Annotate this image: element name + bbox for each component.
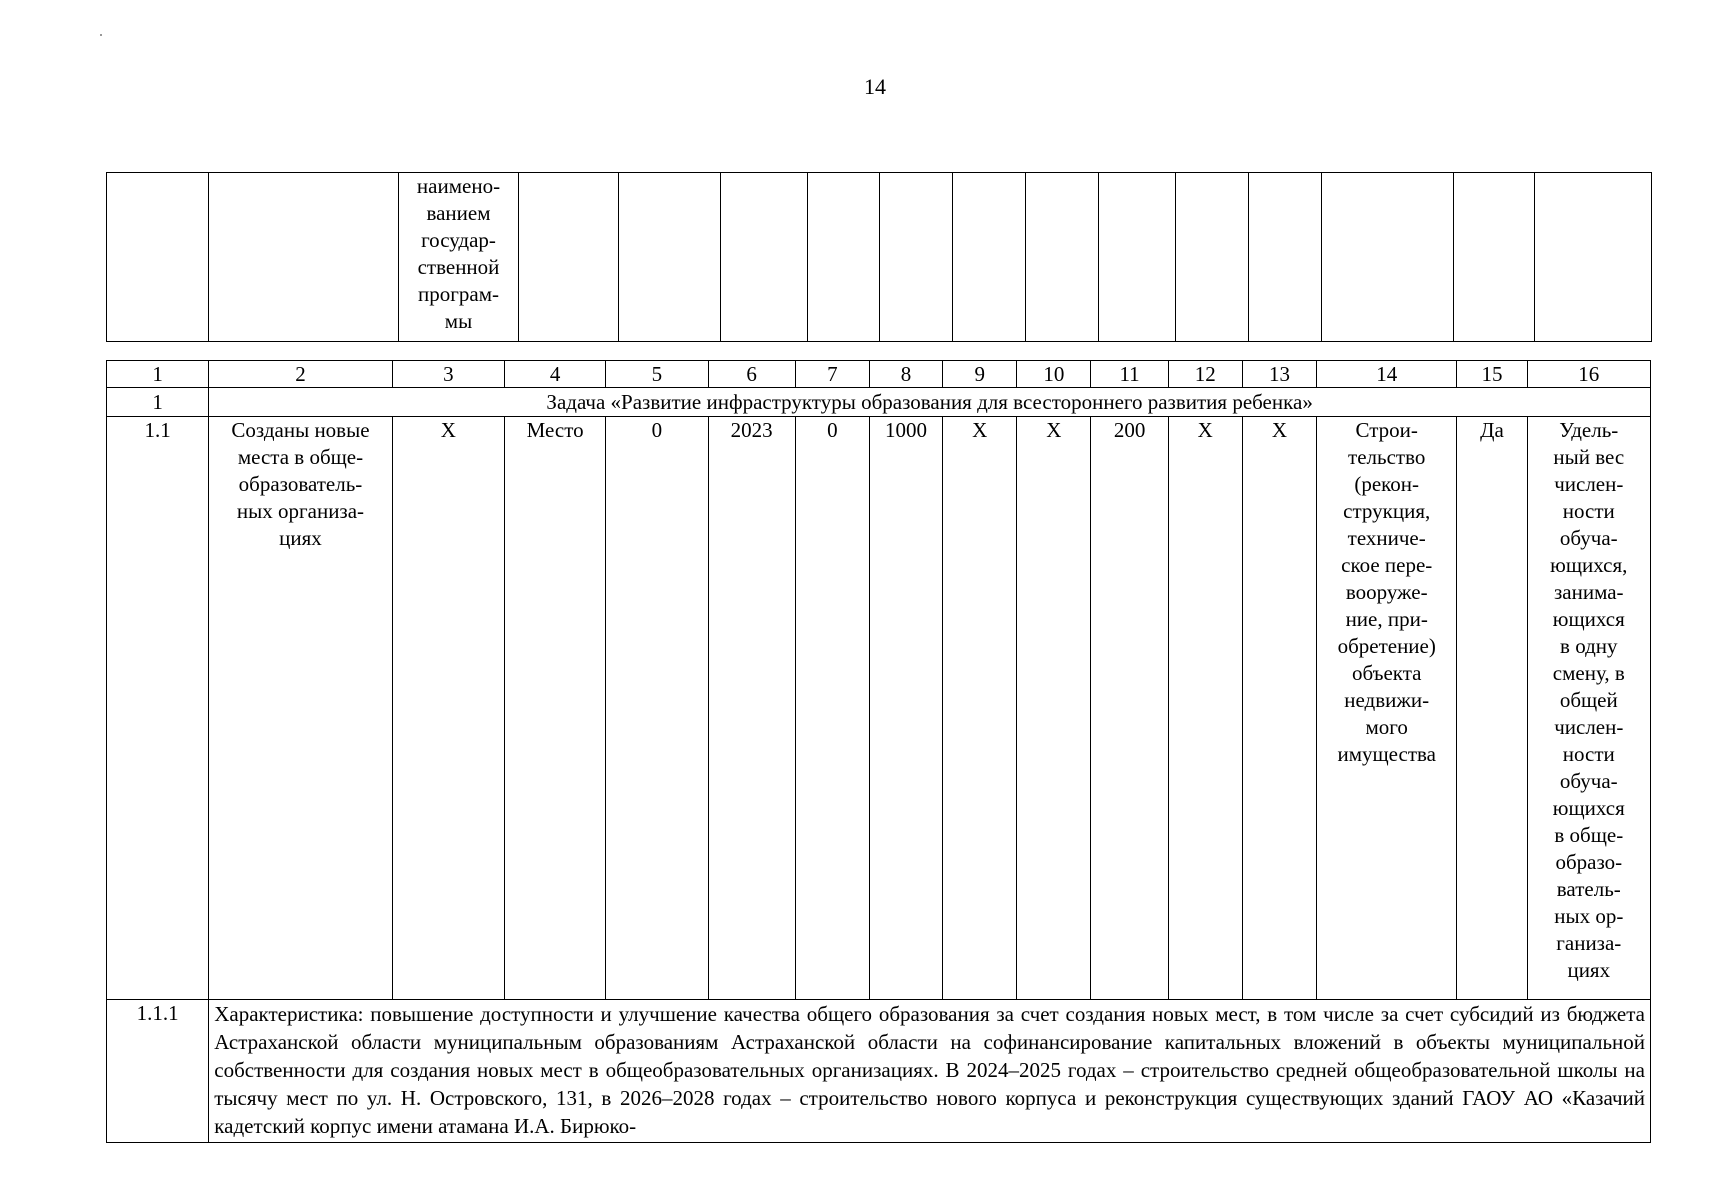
scan-speck	[100, 34, 102, 36]
cell-line: числен-	[1554, 472, 1624, 496]
cell-col12: X	[1168, 417, 1242, 1000]
cell-line: в обще-	[1554, 823, 1624, 847]
header-cell-8	[880, 173, 953, 342]
cell-line: струкция,	[1343, 499, 1431, 523]
cell-line: ганиза-	[1556, 931, 1622, 955]
column-number: 6	[708, 361, 795, 388]
cell-line: тельство	[1348, 445, 1426, 469]
cell-line: ватель-	[1556, 877, 1621, 901]
cell-line: образо-	[1555, 850, 1623, 874]
cell-line: циях	[1567, 958, 1611, 982]
characteristic-number: 1.1.1	[107, 1000, 209, 1143]
column-number: 7	[795, 361, 869, 388]
cell-unit: Место	[505, 417, 606, 1000]
header-cell-3	[399, 173, 519, 342]
cell-col11: 200	[1091, 417, 1168, 1000]
cell-col8: 1000	[869, 417, 942, 1000]
cell-line: Удель-	[1559, 418, 1619, 442]
characteristic-text: Характеристика: повышение доступности и улучшение качества общего образования за счет создания новых мест, в том числе за счет субсидий из бюджета Астраханской области муниципальным образованиям Астраханской области на софинансирование капитальных вложений в объекты муниципальной собственности для создания новых мест в общеобразовательных организациях. В 2024–2025 годах – строительство средней общеобразовательной школы на тысячу мест по ул. Н. Островского, 131, в 2026–2028 годах – строительство нового корпуса и реконструкция существующих зданий ГАОУ АО «Казачий кадетский корпус имени атамана И.А. Бирюко-	[209, 1000, 1651, 1143]
header-cell-15	[1454, 173, 1535, 342]
header-line: ванием	[426, 201, 491, 225]
cell-line: общей	[1559, 688, 1618, 712]
indicator-name-line: Созданы новые	[231, 418, 370, 442]
cell-col15: Да	[1457, 417, 1527, 1000]
cell-line: вооруже-	[1345, 580, 1428, 604]
cell-line: числен-	[1554, 715, 1624, 739]
column-number: 11	[1091, 361, 1168, 388]
indicator-name-line: ных организа-	[236, 499, 365, 523]
indicator-name-line: образователь-	[238, 472, 363, 496]
cell-line: занима-	[1554, 580, 1624, 604]
column-number: 12	[1168, 361, 1242, 388]
header-line: програм-	[418, 282, 499, 306]
header-cell-13	[1249, 173, 1322, 342]
header-continuation-table	[106, 172, 1652, 342]
header-cell-2	[209, 173, 399, 342]
column-number: 14	[1317, 361, 1457, 388]
column-number: 10	[1017, 361, 1091, 388]
cell-col3: X	[392, 417, 504, 1000]
cell-line: в одну	[1560, 634, 1618, 658]
header-cell-5	[619, 173, 721, 342]
header-cell-14	[1322, 173, 1454, 342]
column-number: 13	[1242, 361, 1316, 388]
indicator-number: 1.1	[107, 417, 209, 1000]
cell-line: мого	[1365, 715, 1408, 739]
cell-line: ющихся	[1552, 796, 1625, 820]
header-cell-1	[107, 173, 209, 342]
header-cell-11	[1099, 173, 1176, 342]
cell-line: обуча-	[1559, 526, 1618, 550]
column-number: 4	[505, 361, 606, 388]
task-number: 1	[107, 388, 209, 417]
header-line: мы	[444, 309, 473, 333]
indicator-name-line: циях	[279, 526, 322, 550]
header-line: государ-	[421, 228, 496, 252]
cell-line: ности	[1562, 499, 1615, 523]
page-number: 14	[864, 74, 886, 99]
cell-line: обретение)	[1337, 634, 1436, 658]
cell-line: обуча-	[1559, 769, 1618, 793]
header-cell-16	[1535, 173, 1652, 342]
cell-line: ный вес	[1553, 445, 1625, 469]
column-number: 16	[1527, 361, 1650, 388]
cell-line: смену, в	[1552, 661, 1625, 685]
cell-col14	[1317, 417, 1457, 1000]
column-number: 3	[392, 361, 504, 388]
indicator-row	[107, 417, 1651, 1000]
column-number: 15	[1457, 361, 1527, 388]
header-cell-12	[1176, 173, 1249, 342]
characteristic-row	[107, 1000, 1651, 1143]
indicator-name	[209, 417, 392, 1000]
cell-line: Строи-	[1355, 418, 1418, 442]
cell-base-value: 0	[606, 417, 708, 1000]
column-number: 5	[606, 361, 708, 388]
header-cell-6	[721, 173, 808, 342]
header-cell-10	[1026, 173, 1099, 342]
task-title: Задача «Развитие инфраструктуры образования для всестороннего развития ребенка»	[209, 388, 1651, 417]
cell-line: ское пере-	[1341, 553, 1433, 577]
column-number: 8	[869, 361, 942, 388]
indicator-name-line: места в обще-	[237, 445, 364, 469]
column-number: 1	[107, 361, 209, 388]
header-cell-7	[808, 173, 880, 342]
task-row	[107, 388, 1651, 417]
cell-line: имущества	[1337, 742, 1436, 766]
header-line: наимено-	[416, 174, 501, 198]
indicators-table	[106, 360, 1651, 1143]
cell-col13: X	[1242, 417, 1316, 1000]
column-number: 9	[943, 361, 1017, 388]
header-cell-4	[519, 173, 619, 342]
column-number: 2	[209, 361, 392, 388]
cell-col9: X	[943, 417, 1017, 1000]
cell-line: ющихся,	[1550, 553, 1628, 577]
cell-line: ние, при-	[1345, 607, 1428, 631]
cell-col7: 0	[795, 417, 869, 1000]
cell-line: техниче-	[1347, 526, 1426, 550]
cell-col10: X	[1017, 417, 1091, 1000]
header-cell-9	[953, 173, 1026, 342]
cell-line: недвижи-	[1344, 688, 1430, 712]
cell-line: ных ор-	[1554, 904, 1624, 928]
cell-line: объекта	[1351, 661, 1422, 685]
cell-base-year: 2023	[708, 417, 795, 1000]
cell-line: ности	[1562, 742, 1615, 766]
column-numbers-row	[107, 361, 1651, 388]
cell-col16	[1527, 417, 1650, 1000]
cell-line: ющихся	[1552, 607, 1625, 631]
header-line: ственной	[417, 255, 500, 279]
cell-line: (рекон-	[1354, 472, 1420, 496]
